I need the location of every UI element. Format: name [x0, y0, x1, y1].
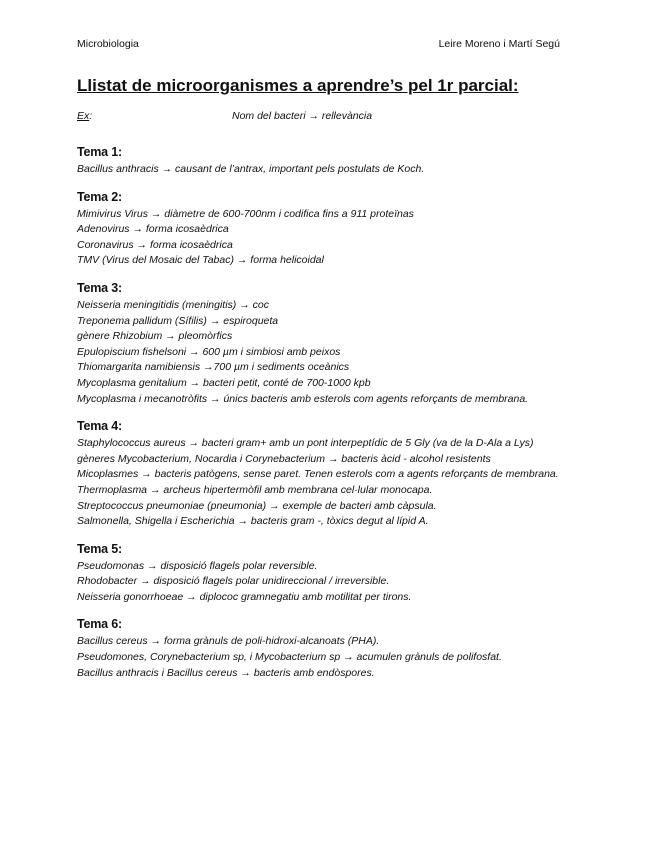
- topic-title: Tema 5:: [77, 541, 122, 556]
- microorganism-entry: Adenovirus → forma icosaèdrica: [77, 223, 229, 236]
- topic-title: Tema 4:: [77, 419, 122, 434]
- microorganism-entry: Mycoplasma genitalium → bacteri petit, conté de 700-1000 kpb: [77, 376, 371, 389]
- microorganism-entry: gènere Rhizobium → pleomòrfics: [77, 330, 233, 343]
- page-header: [77, 38, 560, 52]
- header-authors: Leire Moreno i Martí Segú: [438, 38, 560, 50]
- topic-section: [77, 419, 567, 530]
- microorganism-entry: Bacillus anthracis → causant de l’antrax, important pels postulats de Koch.: [77, 163, 425, 175]
- example-text: Nom del bacteri → rellevància: [232, 110, 373, 122]
- microorganism-entry: Neisseria meningitidis (meningitis) → coc: [77, 298, 269, 311]
- topic-title: Tema 6:: [77, 617, 122, 632]
- topic-section: [77, 190, 567, 269]
- microorganism-entry: Staphylococcus aureus → bacteri gram+ amb un pont interpeptídic de 5 Gly (va de la D-Ala a Lys): [77, 437, 534, 450]
- example-row: [77, 110, 567, 122]
- header-course: Microbiologia: [77, 38, 139, 50]
- example-colon: :: [89, 110, 93, 122]
- document-title: Llistat de microorganismes a aprendre’s pel 1r parcial:: [77, 76, 519, 95]
- topic-title: Tema 3:: [77, 280, 122, 295]
- microorganism-entry: Mycoplasma i mecanotròfits → únics bacteris amb esterols com agents reforçants de membrana.: [77, 392, 529, 405]
- topic-title: Tema 2:: [77, 189, 122, 204]
- microorganism-entry: Rhodobacter → disposició flagels polar unidireccional / irreversible.: [77, 575, 390, 588]
- microorganism-entry: Thermoplasma → archeus hipertermòfil amb membrana cel·lular monocapa.: [77, 483, 433, 496]
- topic-list: [77, 145, 567, 693]
- microorganism-entry: gèneres Mycobacterium, Nocardia i Corynebacterium → bacteris àcid - alcohol resistents: [77, 452, 491, 465]
- topic-section: [77, 281, 567, 407]
- microorganism-entry: Treponema pallidum (Sífilis) → espiroqueta: [77, 314, 279, 327]
- microorganism-entry: Pseudomonas → disposició flagels polar reversible.: [77, 559, 318, 572]
- microorganism-entry: Bacillus anthracis i Bacillus cereus → bacteris amb endòspores.: [77, 666, 375, 679]
- microorganism-entry: Neisseria gonorrhoeae → diplococ gramnegatiu amb motilitat per tirons.: [77, 590, 412, 603]
- microorganism-entry: Coronavirus → forma icosaèdrica: [77, 238, 233, 251]
- topic-section: [77, 145, 567, 178]
- microorganism-entry: Streptococcus pneumoniae (pneumonia) → exemple de bacteri amb càpsula.: [77, 499, 437, 512]
- topic-section: [77, 617, 567, 681]
- microorganism-entry: Bacillus cereus → forma grànuls de poli-hidroxi-alcanoats (PHA).: [77, 635, 380, 648]
- microorganism-entry: Micoplasmes → bacteris patògens, sense paret. Tenen esterols com a agents reforçants de membrana.: [77, 468, 559, 481]
- topic-section: [77, 542, 567, 606]
- microorganism-entry: Mimivirus Virus → diàmetre de 600-700nm i codifica fins a 911 proteïnas: [77, 207, 414, 220]
- microorganism-entry: Pseudomones, Corynebacterium sp, i Mycobacterium sp → acumulen grànuls de polifosfat.: [77, 651, 502, 664]
- topic-title: Tema 1:: [77, 145, 122, 159]
- microorganism-entry: Thiomargarita namibiensis →700 µm i sediments oceànics: [77, 361, 350, 374]
- example-label: Ex: [77, 110, 90, 122]
- microorganism-entry: TMV (Virus del Mosaic del Tabac) → forma helicoidal: [77, 254, 324, 267]
- microorganism-entry: Epulopiscium fishelsoni → 600 µm i simbiosi amb peixos: [77, 345, 341, 358]
- microorganism-entry: Salmonella, Shigella i Escherichia → bacteris gram -, tòxics degut al lípid A.: [77, 515, 429, 528]
